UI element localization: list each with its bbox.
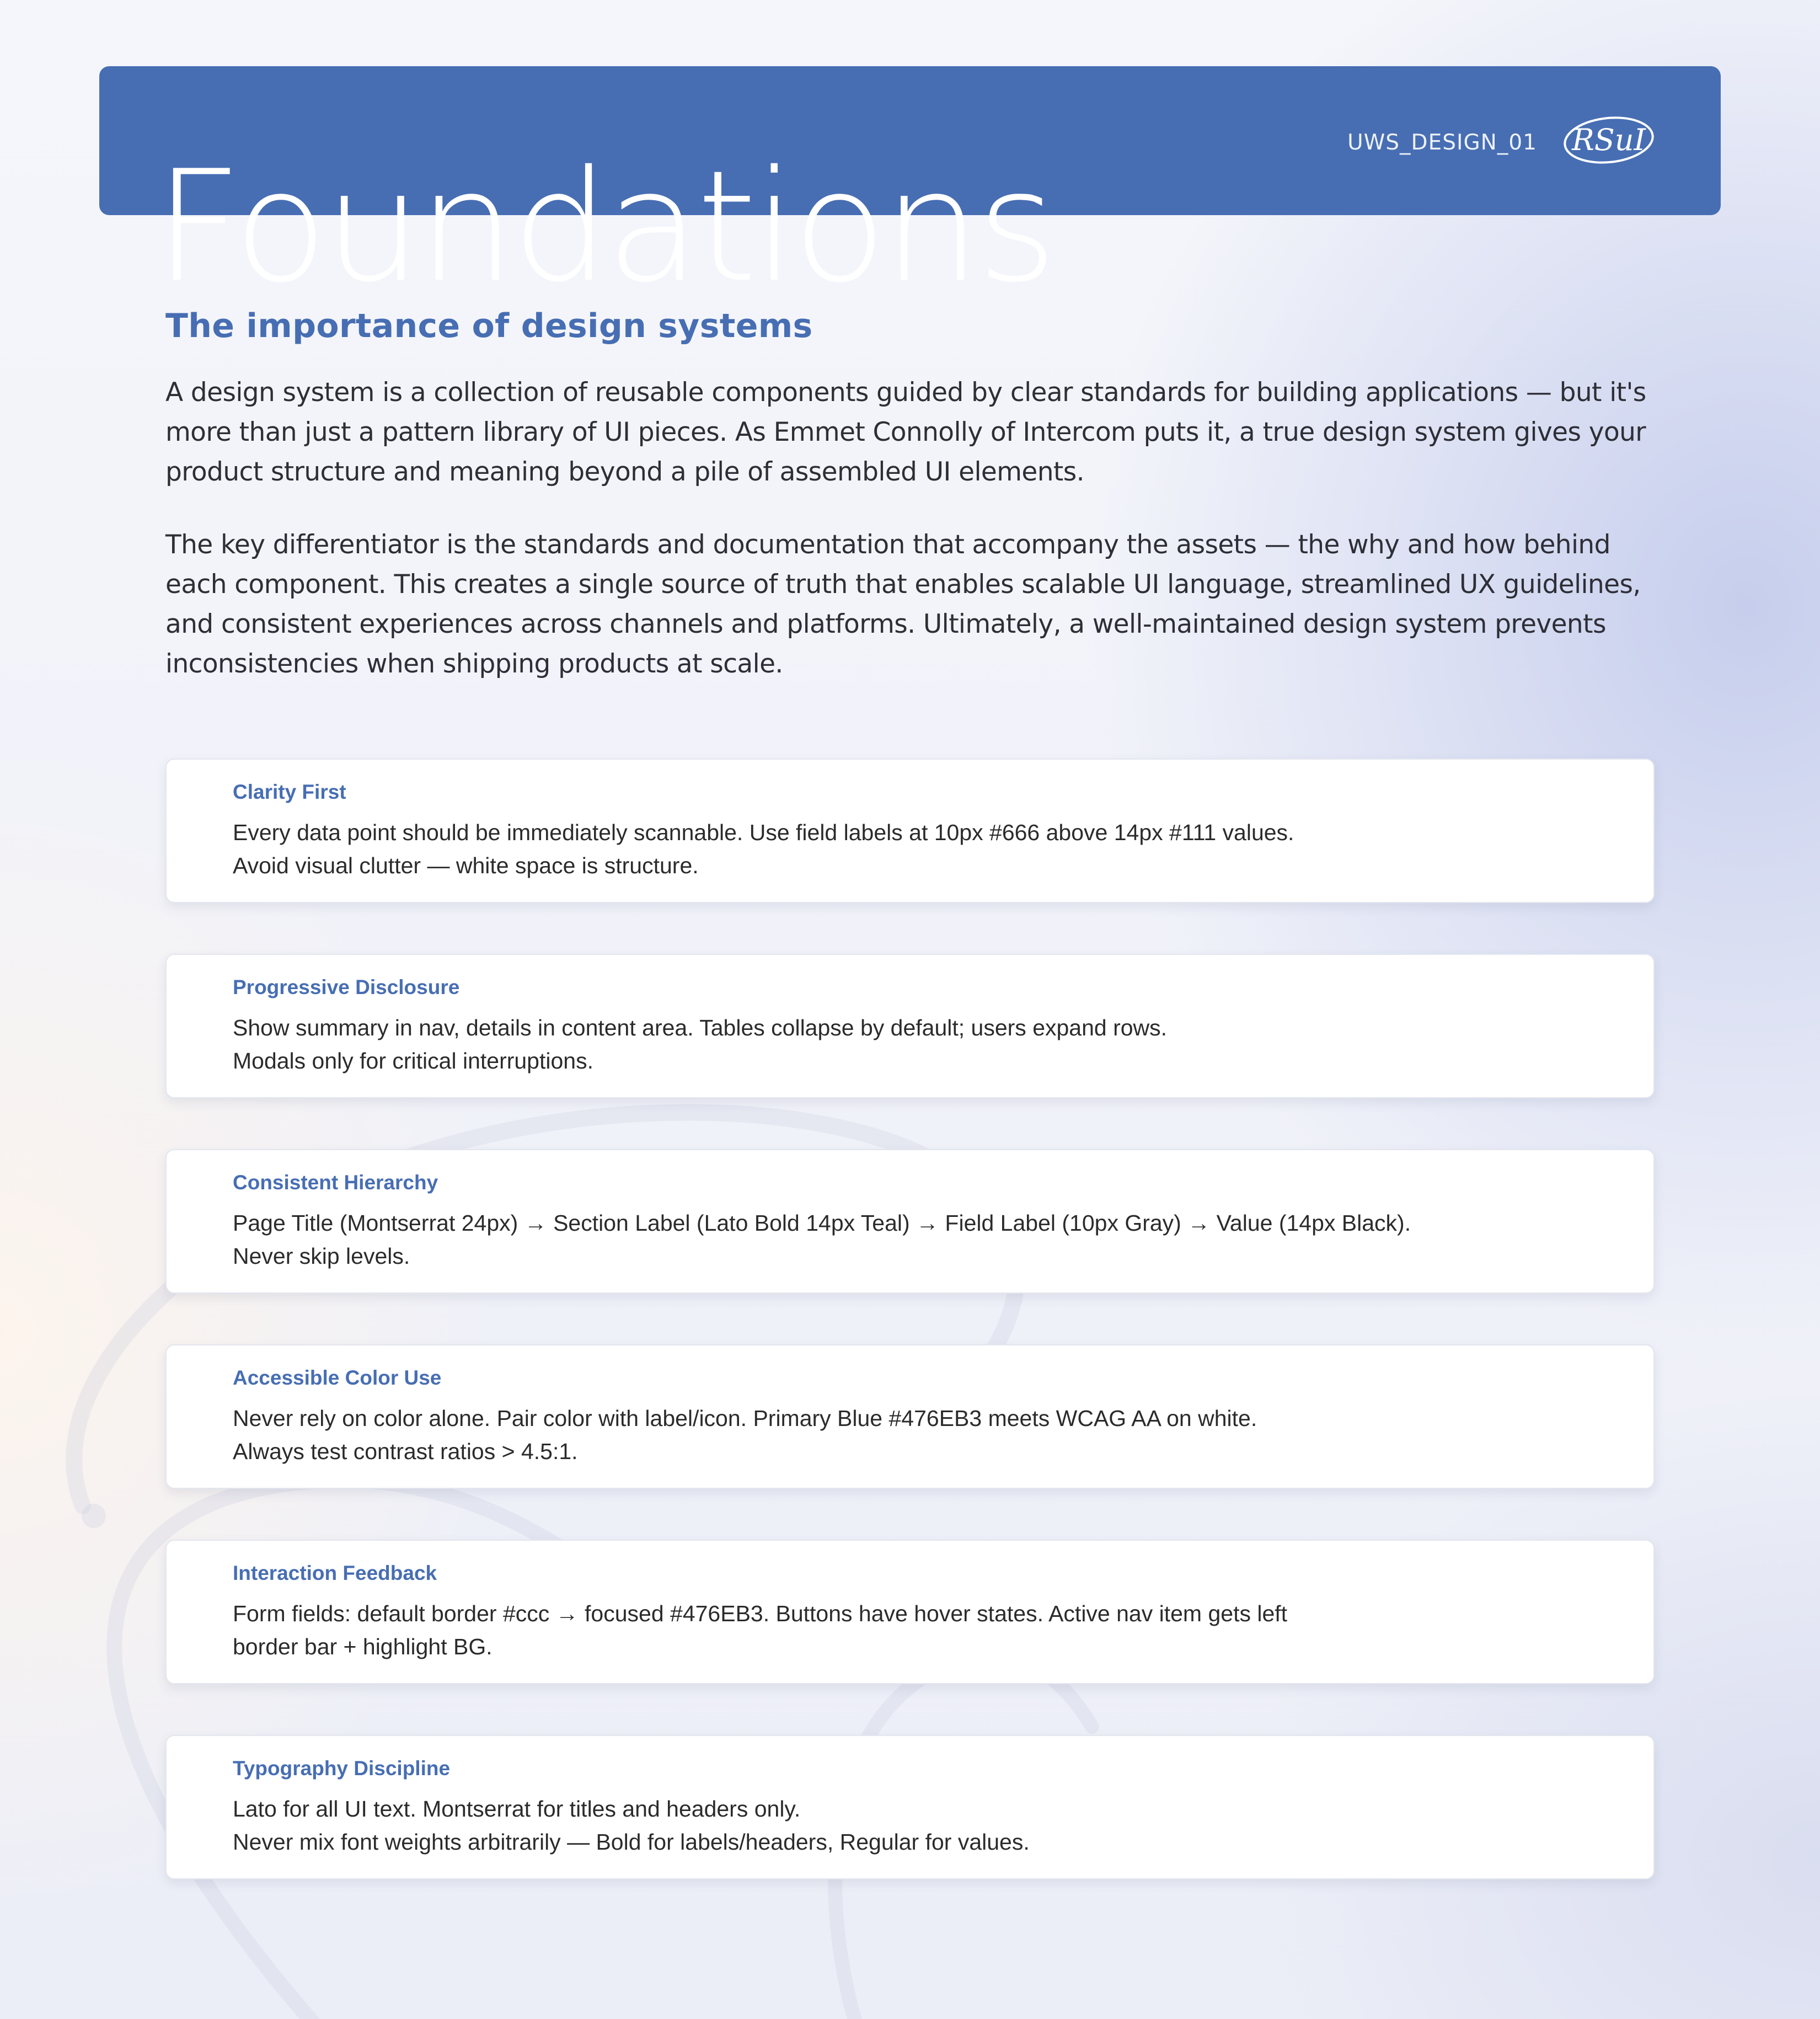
- principle-title: Progressive Disclosure: [233, 976, 460, 998]
- brand-logo: [1562, 114, 1656, 167]
- principle-card: [165, 954, 1655, 1098]
- principle-card: [165, 1344, 1655, 1489]
- description-line: Show summary in nav, details in content area. Tables collapse by default; users expand rows.: [233, 1015, 1168, 1040]
- document-code: UWS_DESIGN_01: [1347, 130, 1537, 155]
- description-line: Modals only for critical interruptions.: [233, 1048, 593, 1073]
- principle-description: [233, 1402, 1612, 1468]
- principle-card: [165, 1540, 1655, 1684]
- description-line: Lato for all UI text. Montserrat for titles and headers only.: [233, 1796, 801, 1822]
- principle-description: [233, 1792, 1612, 1858]
- intro-paragraph: The key differentiator is the standards and documentation that accompany the assets — the why and how behind each component. This creates a single source of truth that enables scalable UI language, streamlined UX guidelines, and consistent experiences across channels and platforms. Ultimately, a well-maintained design system prevents inconsistencies when shipping products at scale.: [165, 530, 1641, 679]
- logo-text: RSuI: [1572, 122, 1646, 157]
- description-line: Never mix font weights arbitrarily — Bold for labels/headers, Regular for values.: [233, 1829, 1030, 1855]
- description-line: Always test contrast ratios > 4.5:1.: [233, 1439, 578, 1464]
- description-line: Every data point should be immediately scannable. Use field labels at 10px #666 above 14px #111 values.: [233, 820, 1294, 845]
- principle-description: [233, 816, 1612, 882]
- description-line: Page Title (Montserrat 24px) → Section Label (Lato Bold 14px Teal) → Field Label (10px Gray) → Value (14px Black).: [233, 1210, 1411, 1236]
- principle-card: [165, 1149, 1655, 1294]
- description-line: Avoid visual clutter — white space is structure.: [233, 853, 699, 878]
- principle-title: Interaction Feedback: [233, 1562, 437, 1584]
- principle-title: Consistent Hierarchy: [233, 1171, 438, 1194]
- intro-paragraph: A design system is a collection of reusable components guided by clear standards for building applications — but it's more than just a pattern library of UI pieces. As Emmet Connolly of Intercom puts it, a true design system gives your product structure and meaning beyond a pile of assembled UI elements.: [165, 377, 1646, 487]
- header-banner: [99, 66, 1721, 316]
- description-line: Never skip levels.: [233, 1243, 410, 1269]
- principle-title: Typography Discipline: [233, 1757, 451, 1780]
- principle-description: [233, 1206, 1612, 1273]
- principle-card: [165, 1735, 1655, 1879]
- description-line: Never rely on color alone. Pair color with label/icon. Primary Blue #476EB3 meets WCAG AA on white.: [233, 1406, 1257, 1431]
- description-line: Form fields: default border #ccc → focused #476EB3. Buttons have hover states. Active nav item gets left: [233, 1601, 1288, 1626]
- intro-section: [165, 307, 1666, 684]
- principle-title: Accessible Color Use: [233, 1366, 442, 1389]
- principle-card: [165, 759, 1655, 903]
- principle-description: [233, 1597, 1612, 1663]
- principle-title: Clarity First: [233, 781, 346, 803]
- section-heading: The importance of design systems: [165, 307, 813, 345]
- page-title: Foundations: [154, 137, 1054, 316]
- description-line: border bar + highlight BG.: [233, 1634, 493, 1659]
- principle-description: [233, 1011, 1612, 1077]
